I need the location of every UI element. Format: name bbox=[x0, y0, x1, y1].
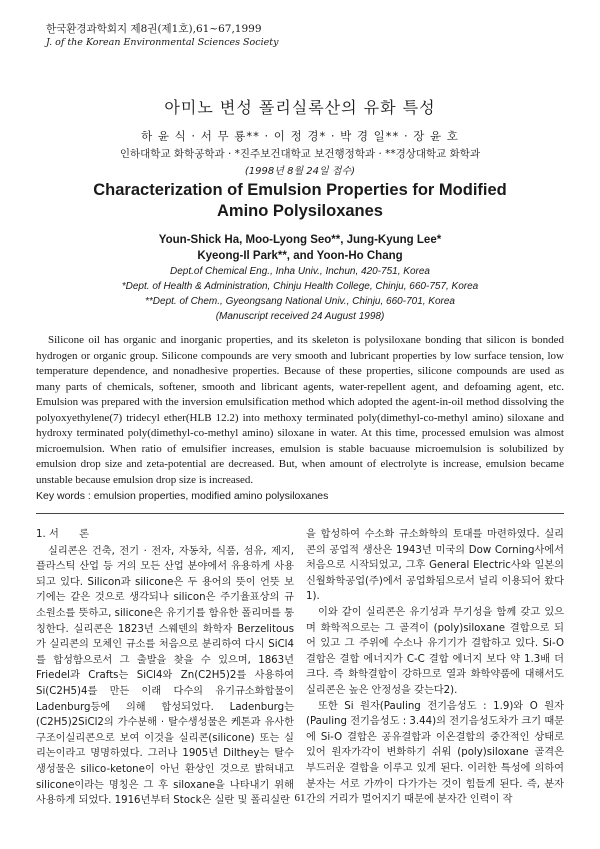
title-english-line-2: Amino Polysiloxanes bbox=[217, 202, 383, 220]
received-date-korean: (1998년 8월 24일 접수) bbox=[244, 166, 356, 177]
section-heading: 1. 서 론 bbox=[36, 529, 90, 540]
authors-korean: 하 윤 식 · 서 무 룡** · 이 정 경* · 박 경 일** · 장 윤 호 bbox=[141, 129, 459, 143]
affiliation-gyeongsang: **Dept. of Chem., Gyeongsang National Univ., Chinju, 660-701, Korea bbox=[145, 296, 455, 307]
affiliations-korean: 인하대학교 화학공학과 · *진주보건대학교 보건행정학과 · **경상대학교 화학과 bbox=[119, 148, 481, 160]
page-number: 61 bbox=[294, 792, 306, 804]
right-column-paragraph-2: 이와 같이 실리콘은 유기성과 무기성을 함께 갖고 있으며 화학적으로는 그 골격이 (poly)siloxane 결합으로 되어 있고 그 주위에 수소나 유기기가 결합하고 있다. Si-O 결합은 결합 에너지가 C-C 결합 에너지 보다 약 1.3배 더 크다. 즉 화학결합이 강하므로 열과 화학약품에 대해서도 실리콘은 높은 안정성을 갖는다2). bbox=[306, 606, 564, 696]
authors-english bbox=[0, 232, 600, 264]
title-english-line-1: Characterization of Emulsion Properties for Modified bbox=[93, 181, 507, 199]
journal-header bbox=[46, 22, 278, 50]
abstract: Silicone oil has organic and inorganic properties, and its skeleton is polysiloxane bonding that silicon is bonded hydrogen or organic group. Silicone compounds are very smooth and lubricant properties by low surface tension, low temperature dependence, and nonadhesive properties. Because of these properties, silicone compounds are used as many parts of chemicals, softener, smooth and libricant agents, water-repellent agent, and defoaming agent, etc. Emulsion was prepared with the inversion emulsification method which adopted the agent-in-oil method dissolving the polyoxyethylene(7) tridecyl ether(HLB 12.2) into methoxy terminated poly(dimethyl-co-methyl amino) siloxane and hydroxy terminated poly(dimethyl-co-methyl amino) siloxane in water. At this time, processed emulsion was almost microemulsion. When ratio of emulsifier increases, emulsion is stable bacuause microemulsion is solubilized by emulsion drop size and zeta-potential are decreased. But, when amount of electrolyte is increase, emulsion became unstable because emulsion drop size is increased. bbox=[36, 334, 564, 486]
title-english bbox=[0, 180, 600, 222]
right-column bbox=[306, 527, 564, 808]
keywords: Key words : emulsion properties, modified amino polysiloxanes bbox=[36, 490, 329, 502]
affiliation-inha: Dept.of Chemical Eng., Inha Univ., Inchun, 420-751, Korea bbox=[170, 266, 430, 277]
affiliations-english bbox=[0, 264, 600, 324]
left-column bbox=[36, 527, 294, 809]
authors-english-line-1: Youn-Shick Ha, Moo-Lyong Seo**, Jung-Kyung Lee* bbox=[158, 234, 442, 246]
journal-citation-kr: 한국환경과학회지 제8권(제1호),61~67,1999 bbox=[46, 23, 262, 35]
journal-citation-en: J. of the Korean Environmental Sciences Society bbox=[46, 37, 279, 48]
authors-english-line-2: Kyeong-Il Park**, and Yoon-Ho Chang bbox=[197, 250, 403, 262]
left-column-paragraph: 실리콘은 건축, 전기 · 전자, 자동차, 식품, 섬유, 제지, 플라스틱 산업 등 거의 모든 산업 분야에서 유용하게 사용되고 있다. Silicon과 silicone은 두 용어의 뜻이 언뜻 보기에는 같은 것으로 생각되나 silicon은 주기율표상의 규소원소를 뜻하고, silicone은 유기기를 함유한 폴리머를 통칭한다. 실리콘은 1823년 스웨덴의 화학자 Berzelitous가 실리콘의 모체인 규소를 처음으로 분리하여 다시 SiCl4를 합성함으로서 그 출발을 찾을 수 있으며, 1863년 Friedel과 Crafts는 SiCl4와 Zn(C2H5)2를 사용하여 Si(C2H5)4를 만든 이래 다수의 유기규소화합물이 Ladenburg등에 의해 합성되었다. Ladenburg는 (C2H5)2SiCl2의 가수분해 · 탈수생성물은 케톤과 유사한 구조이실리콘으로 보여 이것을 실리콘(silicone) 또는 실리논이라고 명명하였다. 그러나 1905년 Dilthey는 탈수생성물은 silico-ketone이 아닌 환상인 것으로 밝혀내고 silicone이라는 명칭은 그 후 siloxane을 나타내기 위해 사용하게 되었다. 1916년부터 Stock은 실란 및 폴리실란 bbox=[36, 545, 294, 807]
right-column-paragraph-3: 또한 Si 원자(Pauling 전기음성도 : 1.9)와 O 원자(Pauling 전기음성도 : 3.44)의 전기음성도차가 크기 때문에 Si-O 결합은 공유결합과 이온결합의 중간적인 상태로 있어 원자가각이 변화하기 쉬워 (poly)siloxane 골격은 부드러운 결합을 이루고 있게 된다. 이러한 특성에 의하여 분자는 서로 가까이 다가가는 것이 힘들게 된다. 즉, 분자간의 거리가 멀어지기 때문에 분자간 인력이 작 bbox=[306, 700, 564, 806]
manuscript-received: (Manuscript received 24 August 1998) bbox=[215, 311, 385, 322]
title-korean: 아미노 변성 폴리실록산의 유화 특성 bbox=[164, 98, 436, 117]
affiliation-chinju: *Dept. of Health & Administration, Chinju Health College, Chinju, 660-757, Korea bbox=[121, 281, 479, 292]
divider bbox=[36, 513, 564, 514]
right-column-paragraph-1: 을 합성하여 수소화 규소화학의 토대를 마련하였다. 실리콘의 공업적 생산은 1943년 미국의 Dow Corning사에서 처음으로 시작되었고, 그후 General Electric사와 일본의 신월화학공업(주)에서 공업화됨으로서 널리 이용되어 왔다1). bbox=[306, 529, 564, 603]
